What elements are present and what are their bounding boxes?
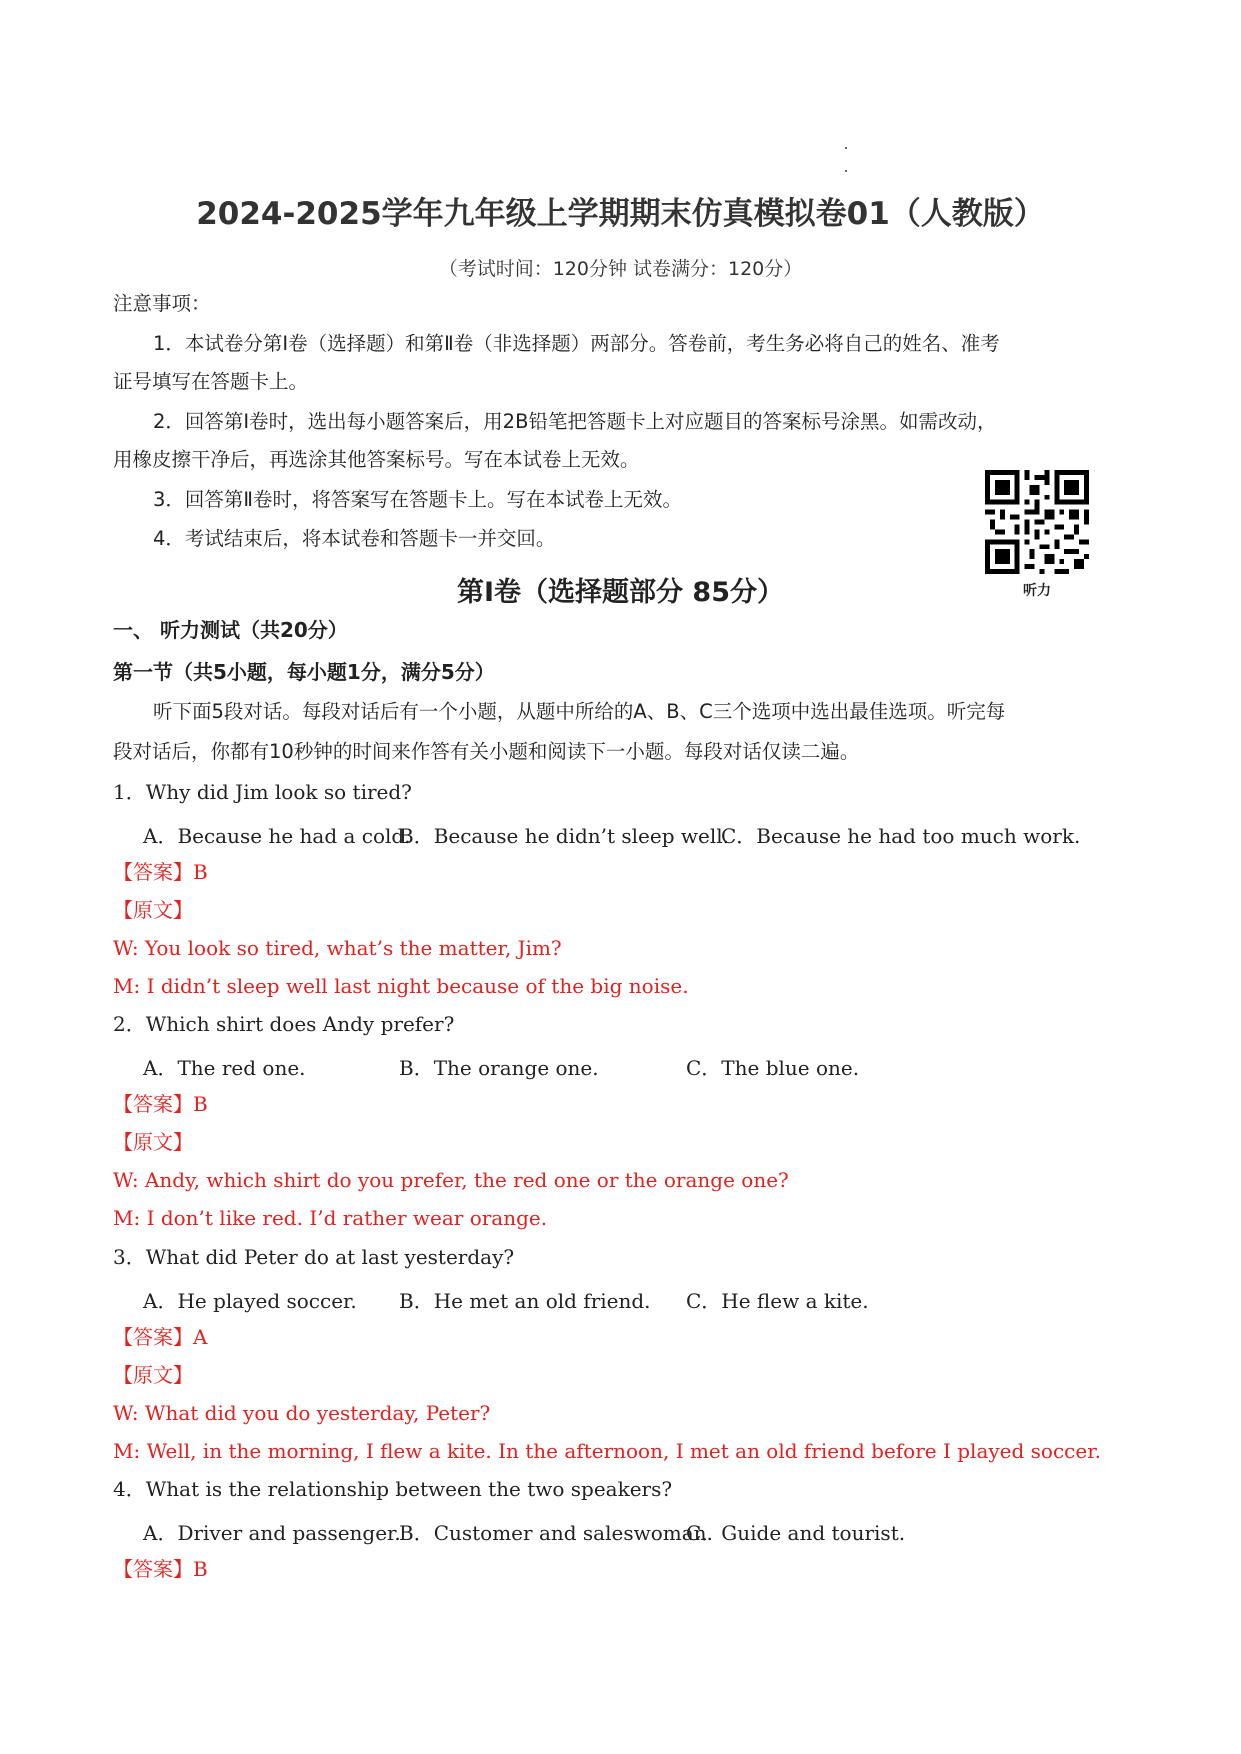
instructions-line1: 听下面5段对话。每段对话后有一个小题，从题中所给的A、B、C三个选项中选出最佳选项。听完每 [153, 700, 1006, 723]
q3-transcript-line1: W: What did you do yesterday, Peter? [113, 1401, 491, 1425]
q2-answer: 【答案】B [113, 1092, 208, 1116]
page-title: 2024-2025学年九年级上学期期末仿真模拟卷01（人教版） [196, 196, 1045, 232]
qr-label: 听力 [1023, 583, 1051, 599]
q2-transcript-label: 【原文】 [113, 1130, 193, 1154]
q2-option-b[interactable]: B．The orange one. [399, 1056, 599, 1080]
q2-option-a[interactable]: A．The red one. [143, 1056, 306, 1080]
q1-transcript-label: 【原文】 [113, 898, 193, 922]
q1-transcript-line2: M: I didn’t sleep well last night because of the big noise. [113, 974, 689, 998]
header-mark [845, 147, 847, 149]
q3-option-a[interactable]: A．He played soccer. [143, 1289, 357, 1313]
question-1: 1．Why did Jim look so tired? [113, 780, 412, 804]
q2-transcript-line2: M: I don’t like red. I’d rather wear orange. [113, 1206, 548, 1230]
q4-answer: 【答案】B [113, 1557, 208, 1581]
note-2-line2: 用橡皮擦干净后，再选涂其他答案标号。写在本试卷上无效。 [113, 448, 640, 471]
q3-transcript-label: 【原文】 [113, 1363, 193, 1387]
q1-option-a[interactable]: A．Because he had a cold. [143, 824, 411, 848]
question-4: 4．What is the relationship between the two speakers? [113, 1477, 673, 1501]
q1-option-c[interactable]: C．Because he had too much work. [721, 824, 1081, 848]
q1-option-b[interactable]: B．Because he didn’t sleep well. [399, 824, 729, 848]
question-3: 3．What did Peter do at last yesterday? [113, 1245, 515, 1269]
q4-option-a[interactable]: A．Driver and passenger. [143, 1521, 401, 1545]
note-1-line2: 证号填写在答题卡上。 [113, 370, 309, 393]
exam-info: （考试时间：120分钟 试卷满分：120分） [438, 258, 803, 280]
question-2: 2．Which shirt does Andy prefer? [113, 1012, 455, 1036]
note-3: 3．回答第Ⅱ卷时，将答案写在答题卡上。写在本试卷上无效。 [153, 488, 683, 511]
qr-code-icon[interactable] [985, 470, 1089, 574]
note-1-line1: 1．本试卷分第Ⅰ卷（选择题）和第Ⅱ卷（非选择题）两部分。答卷前，考生务必将自己的姓名、准考 [153, 332, 1000, 355]
notes-heading: 注意事项： [113, 292, 211, 315]
part-heading: 一、 听力测试（共20分） [113, 618, 348, 642]
q1-answer: 【答案】B [113, 860, 208, 884]
q2-option-c[interactable]: C．The blue one. [686, 1056, 860, 1080]
q3-answer: 【答案】A [113, 1325, 208, 1349]
q3-option-c[interactable]: C．He flew a kite. [686, 1289, 869, 1313]
q3-option-b[interactable]: B．He met an old friend. [399, 1289, 651, 1313]
q2-transcript-line1: W: Andy, which shirt do you prefer, the red one or the orange one? [113, 1168, 789, 1192]
q4-option-c[interactable]: C．Guide and tourist. [686, 1521, 906, 1545]
note-2-line1: 2．回答第Ⅰ卷时，选出每小题答案后，用2B铅笔把答题卡上对应题目的答案标号涂黑。如需改动， [153, 410, 997, 433]
instructions-line2: 段对话后，你都有10秒钟的时间来作答有关小题和阅读下一小题。每段对话仅读二遍。 [113, 740, 860, 763]
sub-heading: 第一节（共5小题，每小题1分，满分5分） [113, 660, 495, 684]
note-4: 4．考试结束后，将本试卷和答题卡一并交回。 [153, 527, 556, 550]
q4-option-b[interactable]: B．Customer and saleswoman. [399, 1521, 713, 1545]
q3-transcript-line2: M: Well, in the morning, I flew a kite. In the afternoon, I met an old friend before I played soccer. [113, 1439, 1101, 1463]
header-mark [845, 170, 847, 172]
section-title: 第Ⅰ卷（选择题部分 85分） [456, 577, 785, 608]
q1-transcript-line1: W: You look so tired, what’s the matter, Jim? [113, 936, 562, 960]
